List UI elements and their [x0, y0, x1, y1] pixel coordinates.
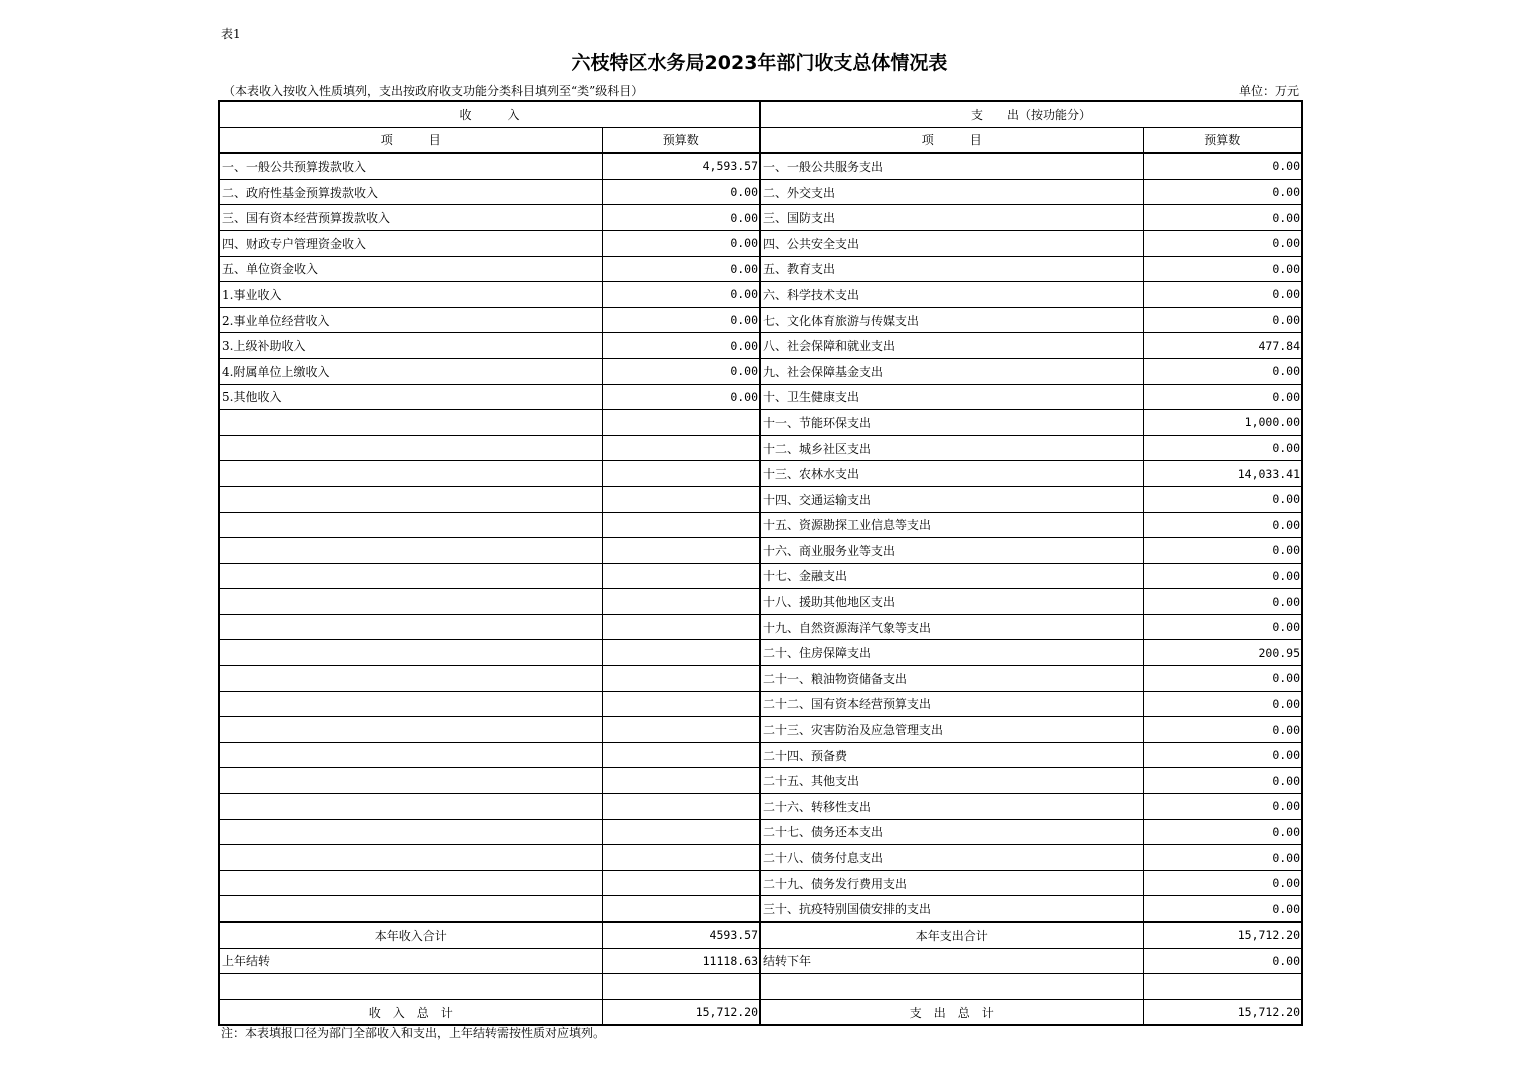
expense-value: 0.00	[1143, 358, 1302, 384]
income-value: 0.00	[602, 358, 760, 384]
table-row	[219, 614, 1302, 640]
expense-value: 0.00	[1143, 205, 1302, 231]
expense-value: 0.00	[1143, 153, 1302, 179]
table-row	[219, 512, 1302, 538]
income-value	[602, 845, 760, 871]
table-row	[219, 589, 1302, 615]
table-row	[219, 717, 1302, 743]
income-item: 四、财政专户管理资金收入	[219, 230, 602, 256]
footnote: 注：本表填报口径为部门全部收入和支出，上年结转需按性质对应填列。	[221, 1026, 606, 1040]
expense-item: 十七、金融支出	[760, 563, 1143, 589]
income-value	[602, 896, 760, 922]
grand-expense-label: 支 出 总 计	[760, 999, 1143, 1025]
income-budget-header: 预算数	[602, 127, 760, 153]
year-total-row	[219, 922, 1302, 948]
table-row	[219, 870, 1302, 896]
table-row	[219, 205, 1302, 231]
table-row	[219, 486, 1302, 512]
income-item	[219, 666, 602, 692]
expense-value: 1,000.00	[1143, 410, 1302, 436]
income-value: 0.00	[602, 384, 760, 410]
income-value: 0.00	[602, 282, 760, 308]
income-item	[219, 742, 602, 768]
income-item	[219, 410, 602, 436]
income-value: 0.00	[602, 179, 760, 205]
income-item	[219, 845, 602, 871]
expense-item: 三、国防支出	[760, 205, 1143, 231]
expense-item: 十九、自然资源海洋气象等支出	[760, 614, 1143, 640]
table-row	[219, 666, 1302, 692]
expense-value: 14,033.41	[1143, 461, 1302, 487]
expense-value: 477.84	[1143, 333, 1302, 359]
expense-item: 三十、抗疫特别国债安排的支出	[760, 896, 1143, 922]
expense-item: 十一、节能环保支出	[760, 410, 1143, 436]
table-row	[219, 640, 1302, 666]
table-row	[219, 742, 1302, 768]
expense-item: 二、外交支出	[760, 179, 1143, 205]
table-row	[219, 153, 1302, 179]
income-item: 3.上级补助收入	[219, 333, 602, 359]
table-row	[219, 230, 1302, 256]
grand-expense-value: 15,712.20	[1143, 999, 1302, 1025]
income-item: 1.事业收入	[219, 282, 602, 308]
table-row	[219, 768, 1302, 794]
income-item: 五、单位资金收入	[219, 256, 602, 282]
income-item	[219, 794, 602, 820]
expense-value: 0.00	[1143, 845, 1302, 871]
income-value	[602, 512, 760, 538]
table-row	[219, 384, 1302, 410]
year-income-total-label: 本年收入合计	[219, 922, 602, 948]
income-value: 0.00	[602, 256, 760, 282]
expense-value: 0.00	[1143, 666, 1302, 692]
income-item	[219, 435, 602, 461]
income-value	[602, 691, 760, 717]
expense-value: 0.00	[1143, 256, 1302, 282]
expense-item: 二十二、国有资本经营预算支出	[760, 691, 1143, 717]
income-value	[602, 819, 760, 845]
income-value	[602, 640, 760, 666]
expense-value: 0.00	[1143, 179, 1302, 205]
income-item: 5.其他收入	[219, 384, 602, 410]
expense-item: 十、卫生健康支出	[760, 384, 1143, 410]
carryover-row	[219, 948, 1302, 974]
page-title: 六枝特区水务局2023年部门收支总体情况表	[571, 52, 948, 74]
expense-item: 四、公共安全支出	[760, 230, 1143, 256]
income-item-header: 项 目	[219, 127, 602, 153]
income-item	[219, 691, 602, 717]
year-income-total-value: 4593.57	[602, 922, 760, 948]
expense-item: 二十六、转移性支出	[760, 794, 1143, 820]
header-row-columns	[219, 127, 1302, 153]
expense-item: 十八、援助其他地区支出	[760, 589, 1143, 615]
expense-item: 十二、城乡社区支出	[760, 435, 1143, 461]
expense-value: 0.00	[1143, 870, 1302, 896]
income-item	[219, 589, 602, 615]
table-row	[219, 563, 1302, 589]
expense-budget-header: 预算数	[1143, 127, 1302, 153]
table-row	[219, 896, 1302, 922]
expense-item: 二十三、灾害防治及应急管理支出	[760, 717, 1143, 743]
table-row	[219, 410, 1302, 436]
income-section-header: 收 入	[219, 101, 760, 127]
income-item	[219, 486, 602, 512]
income-item	[219, 538, 602, 564]
income-item: 三、国有资本经营预算拨款收入	[219, 205, 602, 231]
income-value	[602, 410, 760, 436]
income-value	[602, 614, 760, 640]
grand-income-value: 15,712.20	[602, 999, 760, 1025]
income-value	[602, 563, 760, 589]
income-value	[602, 589, 760, 615]
income-value	[602, 717, 760, 743]
income-item: 2.事业单位经营收入	[219, 307, 602, 333]
table-row	[219, 282, 1302, 308]
expense-value: 0.00	[1143, 589, 1302, 615]
expense-item: 十六、商业服务业等支出	[760, 538, 1143, 564]
carry-out-label: 结转下年	[760, 948, 1143, 974]
carry-in-value: 11118.63	[602, 948, 760, 974]
expense-item: 七、文化体育旅游与传媒支出	[760, 307, 1143, 333]
table-row	[219, 307, 1302, 333]
budget-table	[218, 100, 1303, 1026]
income-value: 0.00	[602, 333, 760, 359]
expense-item: 二十八、债务付息支出	[760, 845, 1143, 871]
table-number: 表1	[221, 27, 241, 41]
unit-label: 单位：万元	[1238, 84, 1299, 98]
income-item	[219, 563, 602, 589]
expense-item: 九、社会保障基金支出	[760, 358, 1143, 384]
table-row	[219, 179, 1302, 205]
expense-item: 二十七、债务还本支出	[760, 819, 1143, 845]
income-item: 二、政府性基金预算拨款收入	[219, 179, 602, 205]
income-item	[219, 614, 602, 640]
income-value	[602, 435, 760, 461]
expense-value: 0.00	[1143, 512, 1302, 538]
expense-section-header: 支 出（按功能分）	[760, 101, 1302, 127]
grand-income-label: 收 入 总 计	[219, 999, 602, 1025]
income-value: 0.00	[602, 205, 760, 231]
expense-item: 六、科学技术支出	[760, 282, 1143, 308]
expense-value: 0.00	[1143, 614, 1302, 640]
income-item	[219, 768, 602, 794]
expense-value: 0.00	[1143, 819, 1302, 845]
table-row	[219, 461, 1302, 487]
income-value: 4,593.57	[602, 153, 760, 179]
expense-item: 二十五、其他支出	[760, 768, 1143, 794]
income-item: 一、一般公共预算拨款收入	[219, 153, 602, 179]
income-value	[602, 538, 760, 564]
table-row	[219, 358, 1302, 384]
expense-value: 0.00	[1143, 742, 1302, 768]
expense-value: 0.00	[1143, 486, 1302, 512]
expense-value: 0.00	[1143, 717, 1302, 743]
income-item	[219, 461, 602, 487]
expense-value: 0.00	[1143, 896, 1302, 922]
expense-item: 二十一、粮油物资储备支出	[760, 666, 1143, 692]
income-item	[219, 896, 602, 922]
table-row	[219, 435, 1302, 461]
income-item	[219, 870, 602, 896]
header-row-sections	[219, 101, 1302, 127]
income-item	[219, 640, 602, 666]
income-item: 4.附属单位上缴收入	[219, 358, 602, 384]
table-row	[219, 538, 1302, 564]
table-row	[219, 691, 1302, 717]
income-value	[602, 461, 760, 487]
table-row	[219, 819, 1302, 845]
expense-value: 0.00	[1143, 691, 1302, 717]
expense-value: 0.00	[1143, 435, 1302, 461]
income-value	[602, 486, 760, 512]
income-value	[602, 794, 760, 820]
expense-item: 十四、交通运输支出	[760, 486, 1143, 512]
expense-value: 0.00	[1143, 307, 1302, 333]
carry-in-label: 上年结转	[219, 948, 602, 974]
table-row	[219, 845, 1302, 871]
expense-value: 0.00	[1143, 230, 1302, 256]
income-value	[602, 768, 760, 794]
income-value	[602, 870, 760, 896]
expense-item: 二十四、预备费	[760, 742, 1143, 768]
expense-item: 十五、资源勘探工业信息等支出	[760, 512, 1143, 538]
expense-value: 0.00	[1143, 282, 1302, 308]
grand-total-row	[219, 999, 1302, 1025]
expense-item: 二十、住房保障支出	[760, 640, 1143, 666]
income-value	[602, 666, 760, 692]
expense-value: 0.00	[1143, 563, 1302, 589]
expense-item: 十三、农林水支出	[760, 461, 1143, 487]
year-expense-total-value: 15,712.20	[1143, 922, 1302, 948]
expense-item: 二十九、债务发行费用支出	[760, 870, 1143, 896]
expense-item-header: 项 目	[760, 127, 1143, 153]
expense-item: 八、社会保障和就业支出	[760, 333, 1143, 359]
table-note: （本表收入按收入性质填列，支出按政府收支功能分类科目填列至“类”级科目）	[223, 84, 644, 98]
blank-row	[219, 974, 1302, 1000]
table-row	[219, 794, 1302, 820]
table-row	[219, 333, 1302, 359]
expense-item: 一、一般公共服务支出	[760, 153, 1143, 179]
income-item	[219, 717, 602, 743]
expense-item: 五、教育支出	[760, 256, 1143, 282]
expense-value: 0.00	[1143, 794, 1302, 820]
carry-out-value: 0.00	[1143, 948, 1302, 974]
expense-value: 0.00	[1143, 768, 1302, 794]
income-value: 0.00	[602, 307, 760, 333]
expense-value: 0.00	[1143, 538, 1302, 564]
table-row	[219, 256, 1302, 282]
income-item	[219, 512, 602, 538]
expense-value: 200.95	[1143, 640, 1302, 666]
income-value	[602, 742, 760, 768]
income-value: 0.00	[602, 230, 760, 256]
income-item	[219, 819, 602, 845]
year-expense-total-label: 本年支出合计	[760, 922, 1143, 948]
expense-value: 0.00	[1143, 384, 1302, 410]
